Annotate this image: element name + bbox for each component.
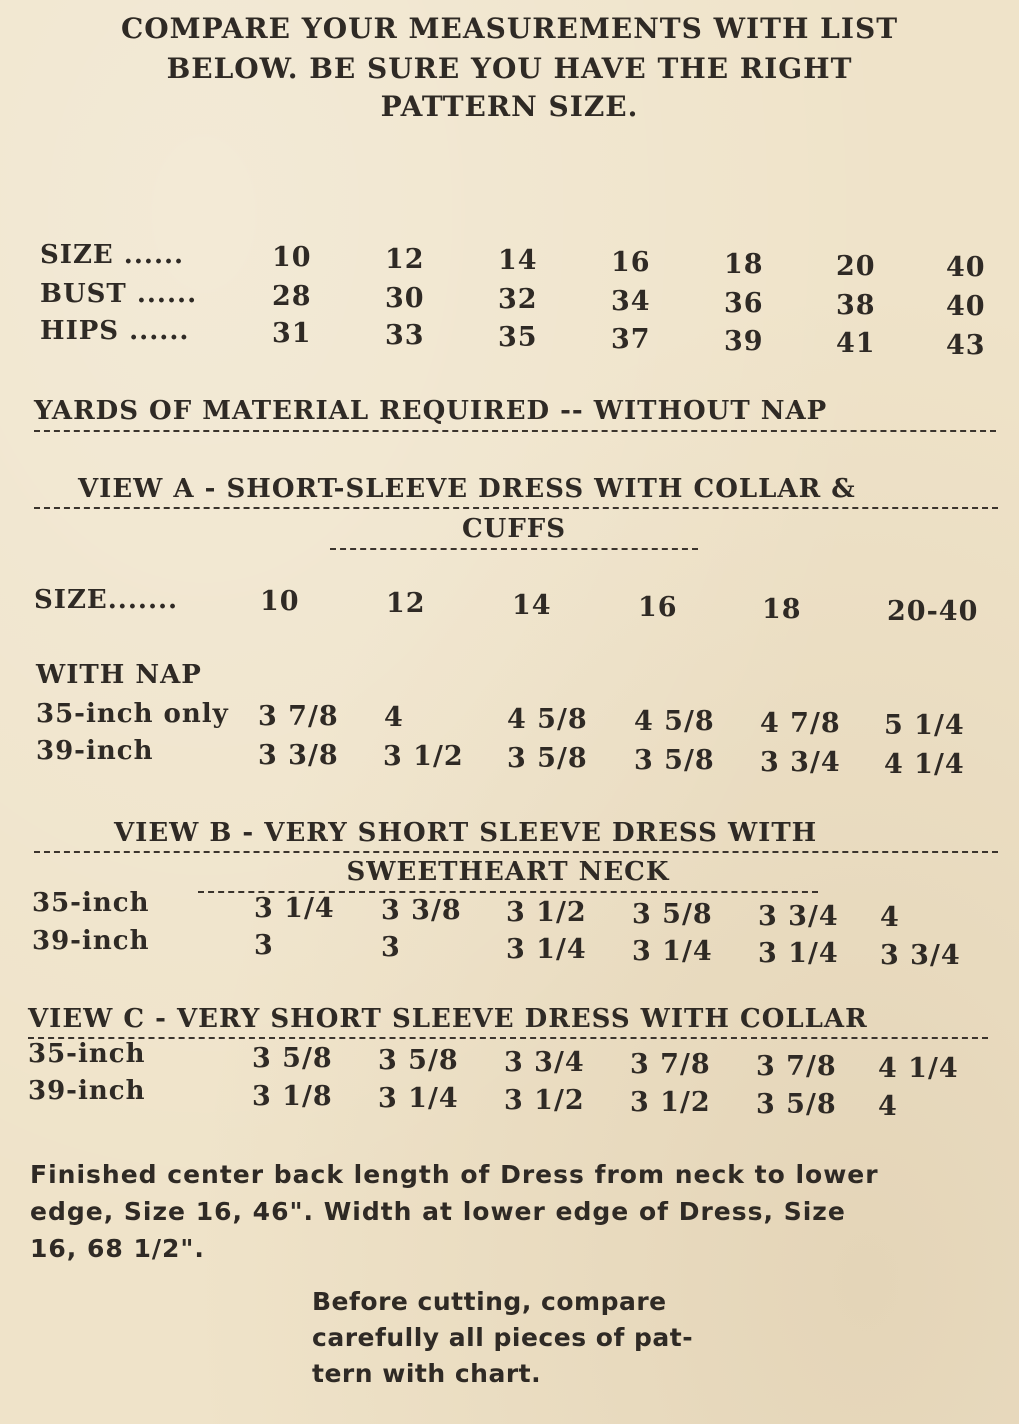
hips-value: 37	[611, 324, 651, 355]
view-a-35-value: 5 1/4	[884, 710, 965, 741]
view-c-39-label: 39-inch	[28, 1076, 146, 1106]
view-a-35-value: 3 7/8	[258, 701, 339, 732]
view-a-39-value: 3 1/2	[383, 741, 464, 772]
bust-value: 34	[611, 286, 651, 317]
intro-line-1: COMPARE YOUR MEASUREMENTS WITH LIST	[120, 12, 899, 45]
view-b-35-value: 3 1/4	[254, 893, 335, 924]
bust-value: 32	[498, 284, 538, 315]
size-value: 18	[724, 249, 764, 280]
view-b-35-label: 35-inch	[32, 888, 150, 918]
yards-heading: YARDS OF MATERIAL REQUIRED -- WITHOUT NAP	[34, 396, 996, 432]
view-a-35-value: 4 5/8	[507, 704, 588, 735]
size-value: 20	[836, 251, 876, 282]
view-a-39-value: 3 5/8	[507, 743, 588, 774]
finished-line-1: Finished center back length of Dress from neck to lower	[30, 1160, 879, 1189]
view-a-39-value: 3 5/8	[634, 745, 715, 776]
view-c-35-value: 3 7/8	[756, 1051, 837, 1082]
view-a-size-label: SIZE.......	[34, 585, 179, 615]
view-c-39-value: 3 1/8	[252, 1081, 333, 1112]
bust-value: 28	[272, 281, 312, 312]
view-c-39-value: 3 1/2	[504, 1085, 585, 1116]
size-value: 12	[385, 244, 425, 275]
view-b-39-value: 3 1/4	[506, 934, 587, 965]
view-c-35-value: 4 1/4	[878, 1053, 959, 1084]
view-a-size: 16	[638, 592, 678, 623]
view-c-39-value: 3 5/8	[756, 1089, 837, 1120]
view-b-39-label: 39-inch	[32, 926, 150, 956]
view-a-35-value: 4 5/8	[634, 706, 715, 737]
view-c-35-value: 3 5/8	[378, 1045, 459, 1076]
view-b-title-cont: SWEETHEART NECK	[198, 857, 818, 893]
finished-line-3: 16, 68 1/2".	[30, 1234, 205, 1263]
view-a-39-value: 4 1/4	[884, 749, 965, 780]
view-a-title-cont: CUFFS	[330, 514, 698, 550]
view-a-39-value: 3 3/8	[258, 740, 339, 771]
view-a-size: 12	[386, 588, 426, 619]
view-a-size: 10	[260, 586, 300, 617]
hips-value: 41	[836, 328, 876, 359]
finished-line-2: edge, Size 16, 46". Width at lower edge of Dress, Size	[30, 1197, 846, 1226]
view-c-title: VIEW C - VERY SHORT SLEEVE DRESS WITH COLLAR	[28, 1004, 988, 1039]
view-a-39-value: 3 3/4	[760, 747, 841, 778]
view-c-39-value: 4	[878, 1091, 898, 1122]
hips-value: 31	[272, 318, 312, 349]
with-nap-label: WITH NAP	[36, 660, 202, 690]
view-a-size: 14	[512, 590, 552, 621]
view-b-title: VIEW B - VERY SHORT SLEEVE DRESS WITH	[34, 818, 998, 853]
hips-value: 33	[385, 320, 425, 351]
bust-row-label: BUST ......	[40, 279, 198, 309]
view-c-35-value: 3 5/8	[252, 1043, 333, 1074]
view-c-35-value: 3 7/8	[630, 1049, 711, 1080]
hips-row-label: HIPS ......	[40, 316, 190, 346]
size-value: 14	[498, 245, 538, 276]
view-b-35-value: 3 5/8	[632, 899, 713, 930]
bust-value: 30	[385, 283, 425, 314]
view-a-size: 18	[762, 594, 802, 625]
view-b-39-value: 3 1/4	[758, 938, 839, 969]
view-c-35-value: 3 3/4	[504, 1047, 585, 1078]
view-b-39-value: 3	[381, 932, 401, 963]
view-a-title: VIEW A - SHORT-SLEEVE DRESS WITH COLLAR &	[34, 474, 998, 509]
intro-line-2: BELOW. BE SURE YOU HAVE THE RIGHT	[166, 52, 853, 85]
view-a-size: 20-40	[887, 596, 979, 627]
intro-line-3: PATTERN SIZE.	[380, 90, 639, 123]
view-a-39-label: 39-inch	[36, 736, 154, 766]
bust-value: 40	[946, 291, 986, 322]
view-b-39-value: 3 3/4	[880, 940, 961, 971]
size-value: 16	[611, 247, 651, 278]
view-c-39-value: 3 1/2	[630, 1087, 711, 1118]
view-a-35-value: 4	[384, 702, 404, 733]
view-b-35-value: 3 1/2	[506, 897, 587, 928]
bust-value: 38	[836, 290, 876, 321]
view-b-35-value: 3 3/4	[758, 901, 839, 932]
hips-value: 39	[724, 326, 764, 357]
view-c-39-value: 3 1/4	[378, 1083, 459, 1114]
size-value: 10	[272, 242, 312, 273]
view-a-35-value: 4 7/8	[760, 708, 841, 739]
view-b-35-value: 3 3/8	[381, 895, 462, 926]
view-b-35-value: 4	[880, 902, 900, 933]
before-cutting-line-1: Before cutting, compare	[312, 1287, 667, 1316]
view-b-39-value: 3	[254, 930, 274, 961]
before-cutting-line-3: tern with chart.	[312, 1359, 542, 1388]
view-c-35-label: 35-inch	[28, 1039, 146, 1069]
hips-value: 43	[946, 330, 986, 361]
view-b-39-value: 3 1/4	[632, 936, 713, 967]
size-row-label: SIZE ......	[40, 240, 185, 270]
size-value: 40	[946, 252, 986, 283]
bust-value: 36	[724, 288, 764, 319]
before-cutting-line-2: carefully all pieces of pat-	[312, 1323, 694, 1352]
hips-value: 35	[498, 322, 538, 353]
view-a-35-label: 35-inch only	[36, 699, 229, 729]
